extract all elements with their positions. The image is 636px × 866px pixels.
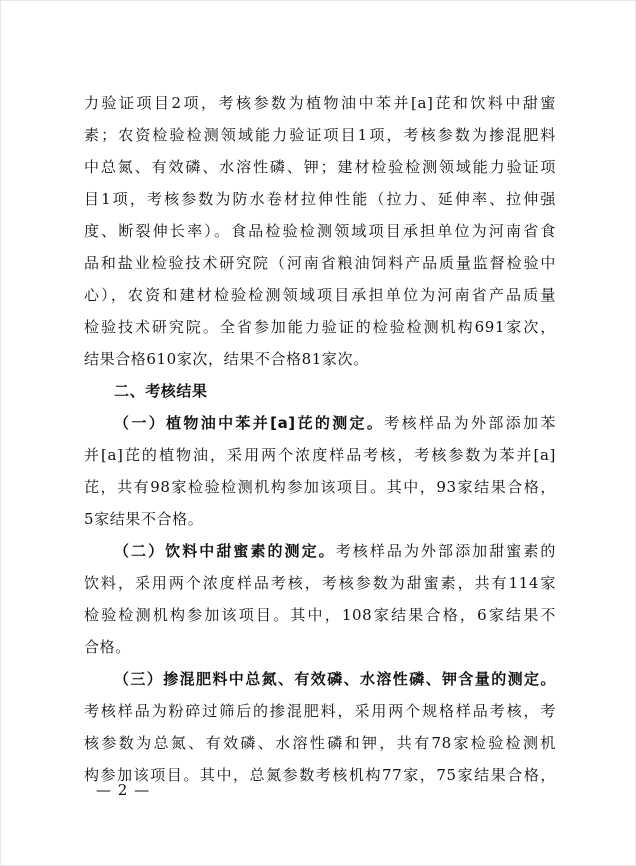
text-line: 并[a]芘的植物油，采用两个浓度样品考核，考核参数为苯并[a]: [84, 446, 556, 464]
paragraph-first-line: [84, 407, 556, 439]
text-line: 芘，共有98家检验检测机构参加该项目。其中，93家结果合格，: [84, 478, 556, 496]
text-line: 检验技术研究院。全省参加能力验证的检验检测机构691家次，: [84, 318, 556, 336]
text-line: 检验检测机构参加该项目。其中，108家结果合格，6家结果不: [84, 606, 556, 624]
text-line: 中总氮、有效磷、水溶性磷、钾；建材检验检测领域能力验证项: [84, 158, 556, 176]
text-line: 力验证项目2项，考核参数为植物油中苯并[a]芘和饮料中甜蜜: [84, 94, 556, 112]
text-line: 心），农资和建材检验检测领域项目承担单位为河南省产品质量: [84, 286, 556, 304]
paragraph-text: 考核样品为外部添加甜蜜素的: [335, 542, 556, 560]
text-line: 饮料，采用两个浓度样品考核，考核参数为甜蜜素，共有114家: [84, 574, 556, 592]
paragraph-lead: （二）饮料中甜蜜素的测定。: [114, 542, 336, 560]
text-line: 度、断裂伸长率）。食品检验检测领域项目承担单位为河南省食: [84, 222, 556, 240]
body-text: [84, 87, 556, 791]
text-line: 目1项，考核参数为防水卷材拉伸性能（拉力、延伸率、拉伸强: [84, 190, 556, 208]
text-line: 考核样品为粉碎过筛后的掺混肥料，采用两个规格样品考核，考: [84, 702, 556, 720]
paragraph-text: 考核样品为外部添加苯: [384, 414, 556, 432]
text-line: 素；农资检验检测领域能力验证项目1项，考核参数为掺混肥料: [84, 126, 556, 144]
text-line: 结果合格610家次，结果不合格81家次。: [84, 350, 369, 368]
page-number: — 2 —: [96, 781, 151, 799]
text-line: 核参数为总氮、有效磷、水溶性磷和钾，共有78家检验检测机: [84, 734, 556, 752]
paragraph-lead: （三）掺混肥料中总氮、有效磷、水溶性磷、钾含量的测定。: [114, 670, 556, 688]
text-line: 合格。: [84, 638, 131, 656]
paragraph-first-line: [84, 535, 556, 567]
text-line: 5家结果不合格。: [84, 510, 204, 528]
paragraph-first-line: [84, 663, 556, 695]
paragraph-lead: （一）植物油中苯并[a]芘的测定。: [114, 414, 385, 432]
text-line: 品和盐业检验技术研究院（河南省粮油饲料产品质量监督检验中: [84, 254, 556, 272]
text-line: 构参加该项目。其中，总氮参数考核机构77家，75家结果合格，: [84, 766, 556, 784]
section-heading: 二、考核结果: [114, 382, 208, 400]
